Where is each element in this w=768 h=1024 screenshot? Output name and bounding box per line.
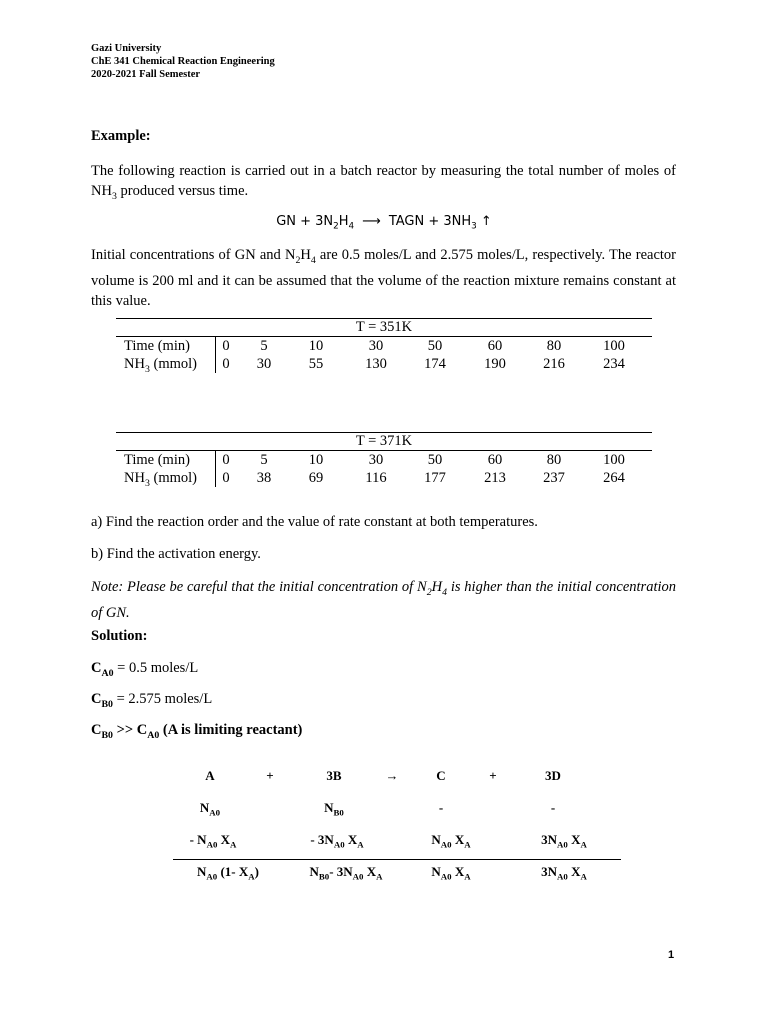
nh3-cell: 234	[603, 356, 625, 372]
table-row-time	[116, 451, 652, 469]
time-cell: 0	[222, 452, 230, 468]
time-cell: 50	[427, 338, 443, 354]
stoich-divider	[173, 859, 621, 860]
nh3-cell: 69	[308, 470, 324, 486]
time-cell: 100	[603, 452, 625, 468]
species-d: 3D	[545, 768, 561, 783]
table-temperature: T = 351K	[355, 319, 413, 335]
university-name: Gazi University	[91, 43, 162, 54]
cb0-line: $C_{B0} = 2.575$ moles/L	[91, 691, 213, 710]
change-a: - $N_{A0}$ $X_A$	[189, 832, 237, 850]
time-cell: 30	[368, 452, 384, 468]
intro-paragraph: The following reaction is carried out in a batch reactor by measuring the total number of moles of $NH_3$ produced versus time.	[91, 163, 676, 202]
nh3-cell: 216	[543, 356, 565, 372]
course-name: ChE 341 Chemical Reaction Engineering	[91, 56, 275, 67]
table-temperature: T = 371K	[355, 433, 413, 449]
time-cell: 60	[487, 338, 503, 354]
time-cell: 80	[546, 338, 562, 354]
data-table-371k	[116, 432, 652, 487]
time-cell: 5	[260, 338, 268, 354]
change-d: $3N_{A0}$ $X_A$	[541, 832, 587, 850]
nh3-cell: 177	[424, 470, 446, 486]
nh3-cell: 116	[365, 470, 387, 486]
solution-title: Solution:	[91, 628, 148, 644]
nh3-label: $NH_3$ (mmol)	[116, 469, 216, 487]
nh3-cell: 213	[484, 470, 506, 486]
initial-d: -	[550, 800, 556, 815]
initial-conditions-paragraph: Initial concentrations of GN and $N_2H_4$ are 0.5 moles/L and 2.575 moles/L, respectively. The reactor volume is 200 ml and it can be assumed that the volume of the reaction mixture remains constant at this value.	[91, 247, 677, 309]
nh3-cell: 30	[256, 356, 272, 372]
species-c: C	[436, 768, 446, 783]
table-row-time	[116, 337, 652, 355]
change-b: - $3N_{A0}$ $X_A$	[310, 832, 364, 850]
time-label: Time (min)	[116, 451, 216, 469]
data-table-351k	[116, 318, 652, 373]
initial-b: $N_{B0}$	[324, 800, 344, 818]
question-a: a) Find the reaction order and the value of rate constant at both temperatures.	[91, 514, 538, 530]
time-cell: 10	[308, 338, 324, 354]
semester: 2020-2021 Fall Semester	[91, 69, 201, 80]
final-d: $3N_{A0}$ $X_A$	[541, 864, 587, 882]
time-cell: 30	[368, 338, 384, 354]
table-row-nh3	[116, 355, 652, 373]
time-cell: 80	[546, 452, 562, 468]
nh3-cell: 264	[603, 470, 625, 486]
plus-sign: +	[266, 768, 274, 783]
question-b: b) Find the activation energy.	[91, 546, 261, 562]
initial-c: -	[438, 800, 444, 815]
time-label: Time (min)	[116, 337, 216, 355]
time-cell: 50	[427, 452, 443, 468]
ca0-line: $C_{A0} = 0.5$ moles/L	[91, 660, 199, 679]
plus-sign: +	[489, 768, 497, 783]
reaction-equation: GN + $3N_2H_4$ ⟶ TAGN + $3NH_3$ ↑	[276, 214, 492, 232]
nh3-cell: 174	[424, 356, 446, 372]
limiting-reactant-line: $C_{B0} >> C_{A0}$ (A is limiting reactant)	[91, 722, 303, 741]
species-b: 3B	[326, 768, 342, 783]
final-c: $N_{A0}$ $X_A$	[431, 864, 471, 882]
nh3-cell: 38	[256, 470, 272, 486]
final-b: $N_{B0}-$ $3N_{A0}$ $X_A$	[309, 864, 383, 882]
nh3-cell: 190	[484, 356, 506, 372]
nh3-label: $NH_3$ (mmol)	[116, 355, 216, 373]
time-cell: 10	[308, 452, 324, 468]
final-a: $N_{A0}$ (1- $X_A$)	[197, 864, 259, 882]
example-title: Example:	[91, 128, 151, 144]
nh3-cell: 0	[222, 470, 230, 486]
nh3-cell: 55	[308, 356, 324, 372]
page-number: 1	[668, 949, 675, 961]
table-row-nh3	[116, 469, 652, 487]
reaction-arrow: →	[385, 768, 399, 783]
time-cell: 100	[603, 338, 625, 354]
initial-a: $N_{A0}$	[199, 800, 221, 818]
nh3-cell: 237	[543, 470, 565, 486]
document-header	[91, 42, 275, 81]
nh3-cell: 0	[222, 356, 230, 372]
time-cell: 0	[222, 338, 230, 354]
time-cell: 5	[260, 452, 268, 468]
change-c: $N_{A0}$ $X_A$	[431, 832, 471, 850]
species-a: A	[205, 768, 215, 783]
note-paragraph: Note: Please be careful that the initial concentration of $N_2H_4$ is higher than the initial concentration of GN.	[91, 579, 677, 621]
nh3-cell: 130	[365, 356, 387, 372]
time-cell: 60	[487, 452, 503, 468]
